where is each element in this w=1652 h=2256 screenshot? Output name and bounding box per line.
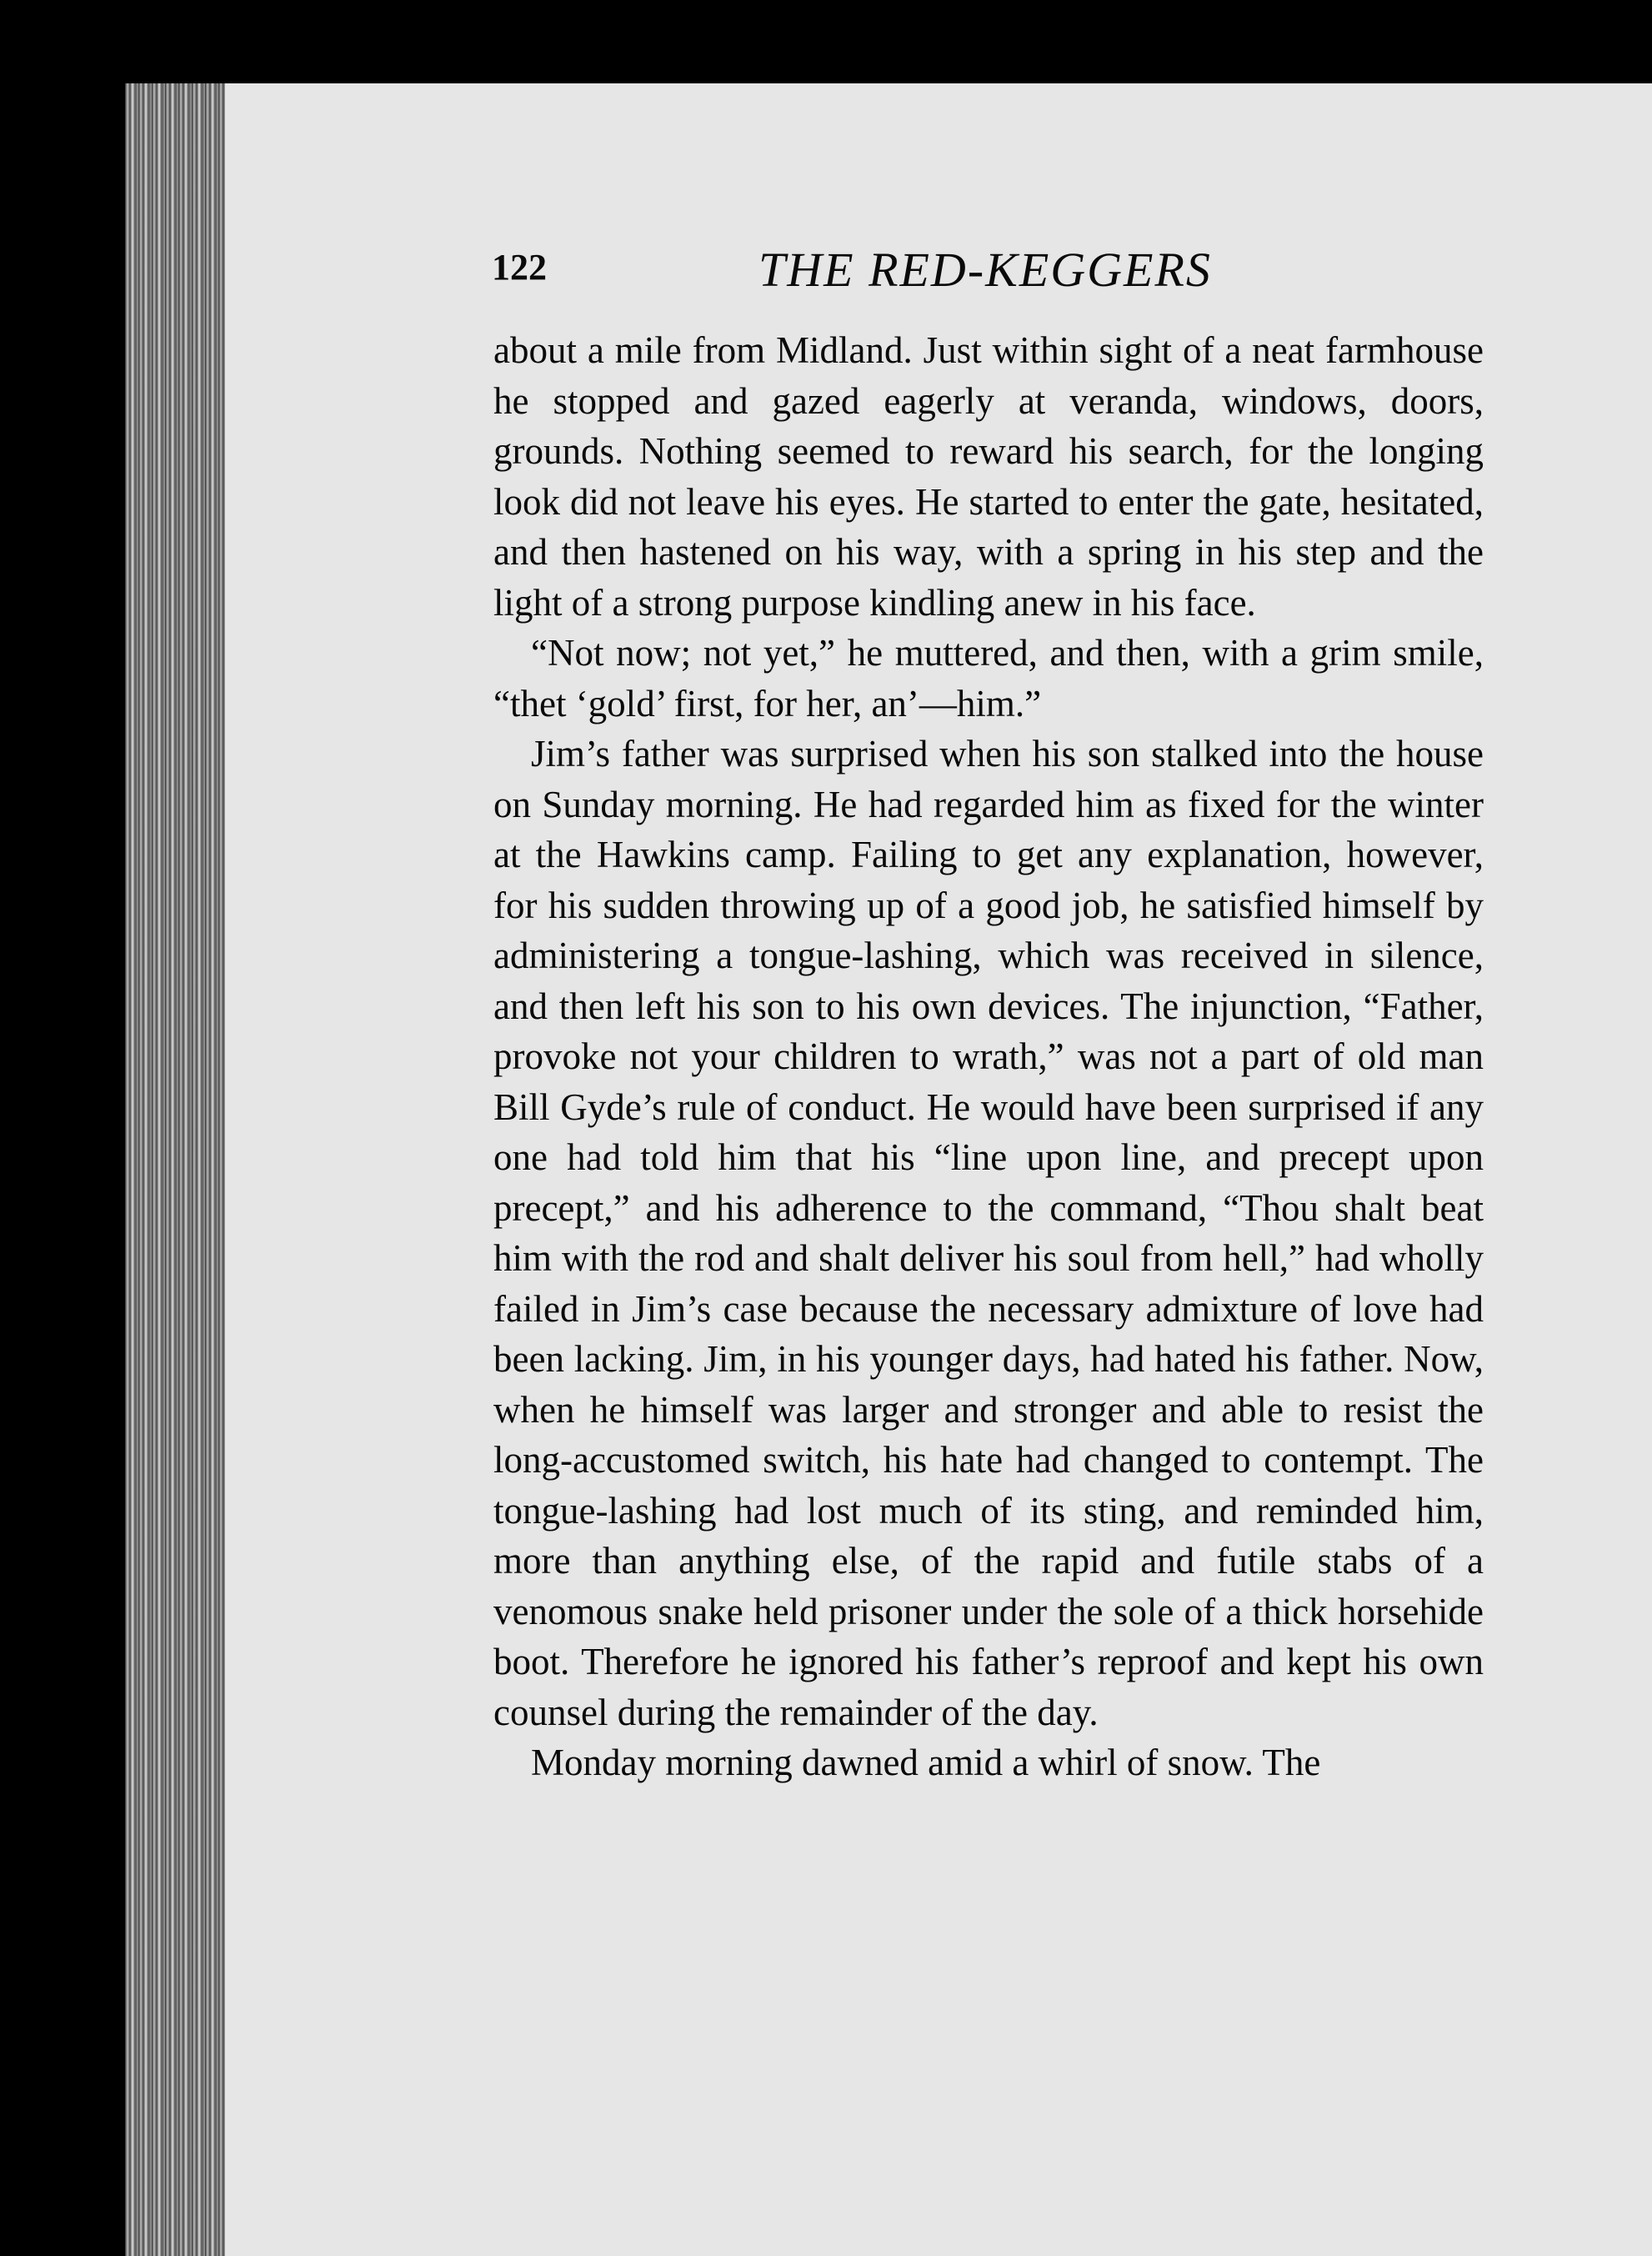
paragraph: Jim’s father was surprised when his son stalked into the house on Sunday morning. He had regarded him as fixed for the winter at the Hawkins camp. Failing to get any explanation, however, for his sudden throwing up of a good job, he satisfied himself by administering a tongue-lashing, which was received in silence, and then left his son to his own devices. The injunction, “Father, provoke not your children to wrath,” was not a part of old man Bill Gyde’s rule of conduct. He would have been surprised if any one had told him that his “line upon line, and precept upon precept,” and his adherence to the command, “Thou shalt beat him with the rod and shalt deliver his soul from hell,” had wholly failed in Jim’s case because the necessary admixture of love had been lacking. Jim, in his younger days, had hated his father. Now, when he himself was larger and stronger and able to resist the long-accustomed switch, his hate had changed to contempt. The tongue-lashing had lost much of its sting, and reminded him, more than anything else, of the rapid and futile stabs of a venomous snake held prisoner under the sole of a thick horsehide boot. Therefore he ignored his father’s reproof and kept his own counsel during the remainder of the day. [493,733,1484,1733]
book-page-edges [125,83,242,2256]
running-head [492,242,1509,308]
body-text [493,325,1484,1788]
paragraph: “Not now; not yet,” he muttered, and then, with a grim smile, “thet ‘gold’ first, for her, an’—him.” [493,632,1484,724]
running-title: THE RED-KEGGERS [758,243,1212,297]
paragraph: Monday morning dawned amid a whirl of snow. The [531,1742,1321,1783]
page-number: 122 [492,247,547,288]
paragraph: about a mile from Midland. Just within sight of a neat farmhouse he stopped and gazed eagerly at veranda, windows, doors, grounds. Nothing seemed to reward his search, for the longing look did not leave his eyes. He started to enter the gate, hesitated, and then hastened on his way, with a spring in his step and the light of a strong purpose kindling anew in his face. [493,329,1484,624]
